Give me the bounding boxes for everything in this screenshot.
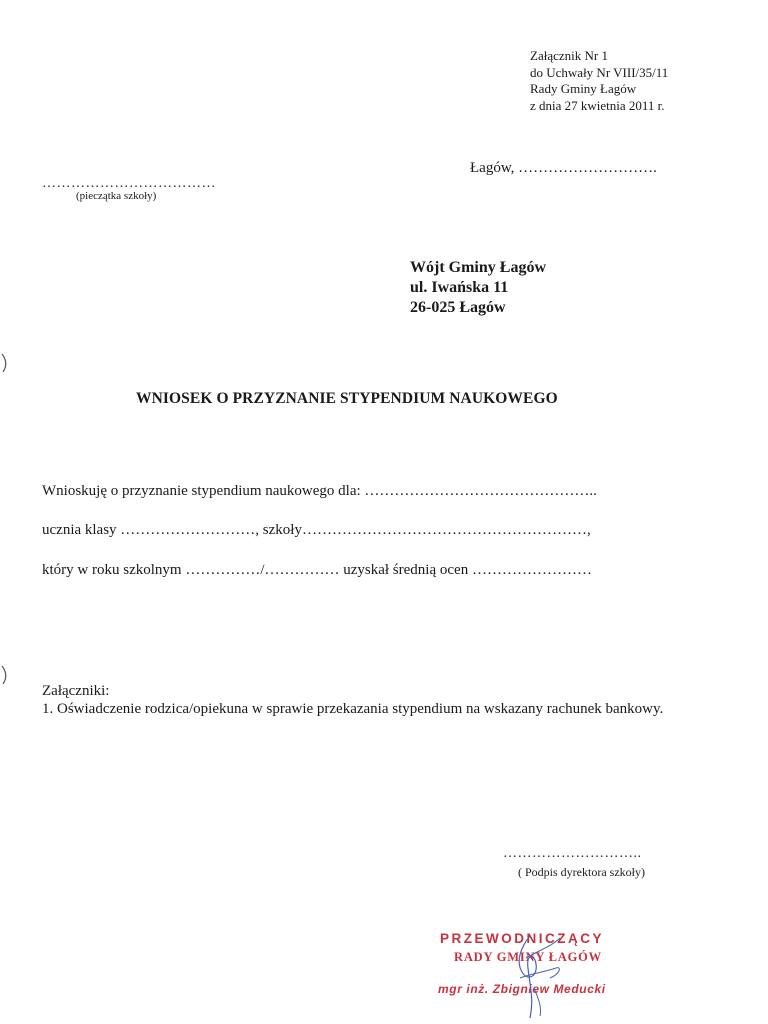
- margin-mark-icon: [0, 352, 12, 374]
- attachments-section: [42, 683, 692, 718]
- attachments-heading: Załączniki:: [42, 683, 110, 699]
- annex-header: [530, 48, 668, 114]
- recipient-line-3: 26-025 Łagów: [410, 299, 506, 316]
- recipient-line-1: Wójt Gminy Łagów: [410, 259, 546, 276]
- handwritten-signature-icon: [490, 928, 580, 1022]
- margin-mark-icon: [0, 664, 12, 686]
- annex-line-3: Rady Gminy Łagów: [530, 81, 637, 96]
- school-stamp-label: (pieczątka szkoły): [76, 190, 157, 202]
- place-date-field[interactable]: Łagów, ……………………….: [470, 160, 657, 176]
- annex-line-2: do Uchwały Nr VIII/35/11: [530, 64, 669, 80]
- annex-line-4: z dnia 27 kwietnia 2011 r.: [530, 97, 665, 113]
- recipient-line-2: ul. Iwańska 11: [410, 279, 509, 296]
- seal-line-1: PRZEWODNICZĄCY: [440, 931, 604, 946]
- student-name-field[interactable]: Wnioskuję o przyznanie stypendium naukowego dla: ………………………………………..: [42, 483, 597, 499]
- school-stamp-field[interactable]: ………………………………: [42, 176, 216, 191]
- director-signature-field[interactable]: ………………………..: [503, 846, 642, 861]
- director-signature-label: ( Podpis dyrektora szkoły): [518, 865, 645, 879]
- seal-line-2: RADY GMINY ŁAGÓW: [454, 950, 602, 964]
- document-title: WNIOSEK O PRZYZNANIE STYPENDIUM NAUKOWEGO: [136, 390, 558, 407]
- class-school-field[interactable]: ucznia klasy ………………………, szkoły…………………………………………………,: [42, 522, 591, 538]
- annex-line-1: Załącznik Nr 1: [530, 48, 608, 63]
- seal-line-3: mgr inż. Zbigniew Meducki: [438, 982, 606, 996]
- school-year-average-field[interactable]: który w roku szkolnym ……………/…………… uzyskał średnią ocen ……………………: [42, 562, 592, 578]
- attachment-item-1: 1. Oświadczenie rodzica/opiekuna w sprawie przekazania stypendium na wskazany rachunek bankowy.: [42, 700, 664, 717]
- recipient-address: [410, 258, 546, 318]
